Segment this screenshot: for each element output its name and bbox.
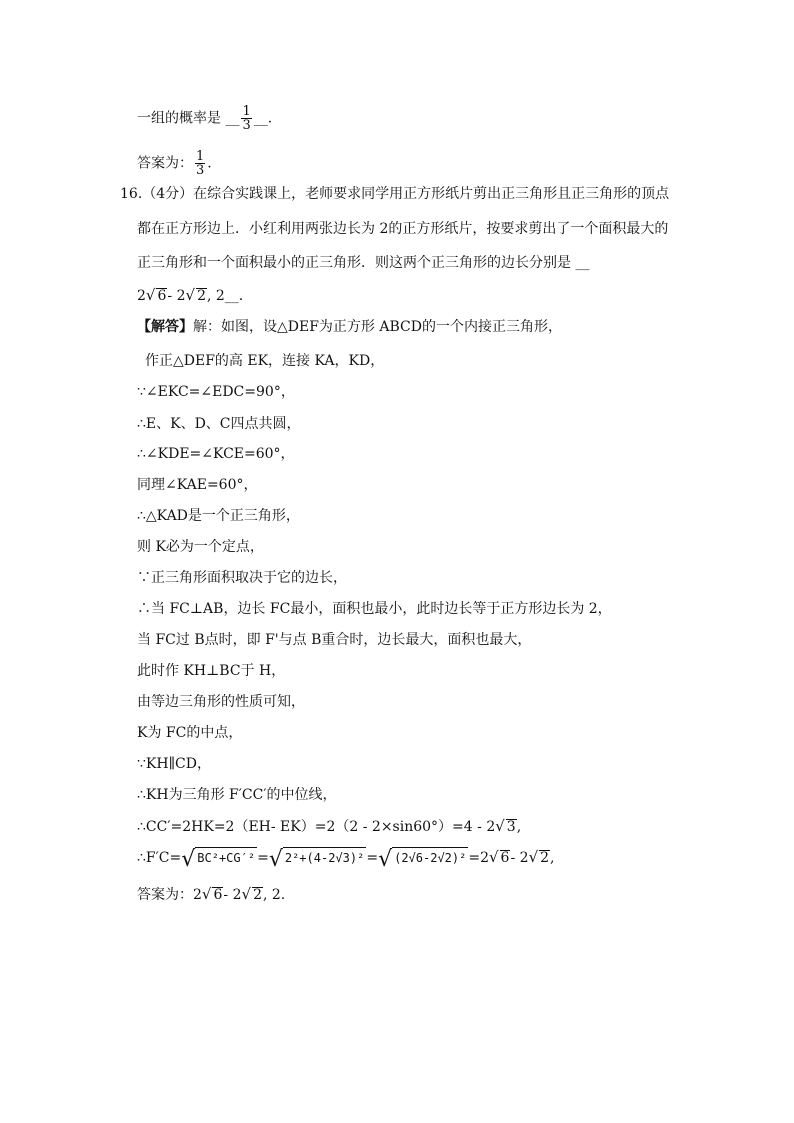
text: ∴CC′=2HK=2（EH- EK）=2（2 - 2×sin60°）=4 - 2	[137, 819, 496, 835]
radicand: 2	[540, 850, 550, 866]
radicand: 6	[213, 887, 223, 903]
radicand: 2²+(4-2√3)²	[283, 847, 366, 868]
question-16-answer	[137, 285, 243, 306]
question-16-line-1: 16.（4分）在综合实践课上，老师要求同学用正方形纸片剪出正三角形且正三角形的顶点	[120, 186, 670, 202]
radical-sign: √	[495, 817, 505, 835]
text: 答案为：2	[137, 887, 202, 903]
solution-answer-line	[137, 884, 285, 905]
solution-line-13: 由等边三角形的性质可知，	[137, 694, 305, 710]
solution-line-1	[137, 317, 562, 337]
text: ,	[550, 850, 555, 866]
radicand: 2	[197, 288, 206, 304]
fraction-one-third	[241, 105, 251, 132]
solution-line-3: ∵∠EKC=∠EDC=90°，	[137, 384, 295, 400]
radical-sign: √	[145, 286, 156, 304]
text: =	[257, 850, 269, 866]
denominator: 3	[242, 118, 251, 133]
solution-line-15: ∵KH∥CD，	[137, 756, 211, 772]
solution-line-9: ∵正三角形面积取决于它的边长，	[137, 570, 347, 586]
answer-line-probability	[137, 105, 272, 132]
solution-line-18	[137, 847, 555, 870]
text: ∴F′C=	[137, 850, 182, 866]
radicand: BC²+CG′²	[195, 847, 257, 868]
radical-sign: √	[181, 847, 196, 872]
text: - 2	[167, 288, 186, 304]
solution-heading: 【解答】	[137, 319, 193, 335]
text: 一组的概率是	[137, 110, 226, 127]
numerator: 1	[196, 149, 205, 164]
blank: __	[225, 110, 240, 127]
text: .	[267, 110, 273, 127]
question-16-line-3: 正三角形和一个面积最小的正三角形．则这两个正三角形的边长分别是 __	[137, 255, 590, 271]
text: __.	[224, 288, 244, 304]
solution-line-8: 则 K必为一个定点，	[137, 539, 264, 555]
solution-line-11: 当 FC过 B点时，即 F'与点 B重合时，边长最大，面积也最大，	[137, 632, 532, 648]
radicand: 2	[253, 887, 262, 903]
solution-line-7: ∴△KAD是一个正三角形，	[137, 508, 300, 524]
solution-line-6: 同理∠KAE=60°，	[137, 477, 258, 493]
text: , 2	[206, 288, 225, 304]
radical-sign: √	[268, 847, 283, 872]
text: - 2	[510, 850, 529, 866]
radicand: 6	[500, 850, 510, 866]
solution-line-5: ∴∠KDE=∠KCE=60°，	[137, 446, 295, 462]
solution-line-17	[137, 816, 521, 837]
radical-sign: √	[488, 848, 499, 866]
radical-sign: √	[185, 286, 196, 304]
numerator: 1	[242, 104, 251, 119]
text: , 2.	[262, 887, 286, 903]
solution-line-10: ∴当 FC⊥AB，边长 FC最小，面积也最小，此时边长等于正方形边长为 2，	[137, 601, 612, 617]
radical-sign: √	[378, 847, 393, 872]
text: 解：如图，设△DEF为正方形 ABCD的一个内接正三角形，	[193, 319, 562, 335]
answer-line	[137, 150, 212, 177]
text: 答案为：	[137, 155, 193, 172]
radical-sign: √	[201, 885, 212, 903]
text: - 2	[223, 887, 242, 903]
denominator: 3	[196, 163, 205, 178]
radicand: 3	[506, 819, 516, 835]
radicand: (2√6-2√2)²	[392, 847, 468, 868]
question-16-line-2: 都在正方形边上．小红利用两张边长为 2的正方形纸片，按要求剪出了一个面积最大的	[137, 221, 669, 237]
solution-line-4: ∴E、K、D、C四点共圆，	[137, 416, 301, 432]
solution-line-16: ∴KH为三角形 F′CC′的中位线，	[137, 787, 337, 803]
solution-line-12: 此时作 KH⊥BC于 H，	[137, 663, 286, 679]
fraction-one-third	[195, 150, 205, 177]
radical-sign: √	[241, 885, 252, 903]
blank: __	[253, 110, 268, 127]
solution-line-2: 作正△DEF的高 EK，连接 KA，KD，	[145, 353, 385, 369]
text: =2	[468, 850, 489, 866]
solution-line-14: K为 FC的中点，	[137, 725, 243, 741]
radicand: 6	[157, 288, 167, 304]
text: ,	[516, 819, 522, 835]
text: =	[366, 850, 379, 866]
text: 2	[137, 288, 146, 304]
radical-sign: √	[528, 848, 539, 866]
text: .	[207, 155, 212, 172]
